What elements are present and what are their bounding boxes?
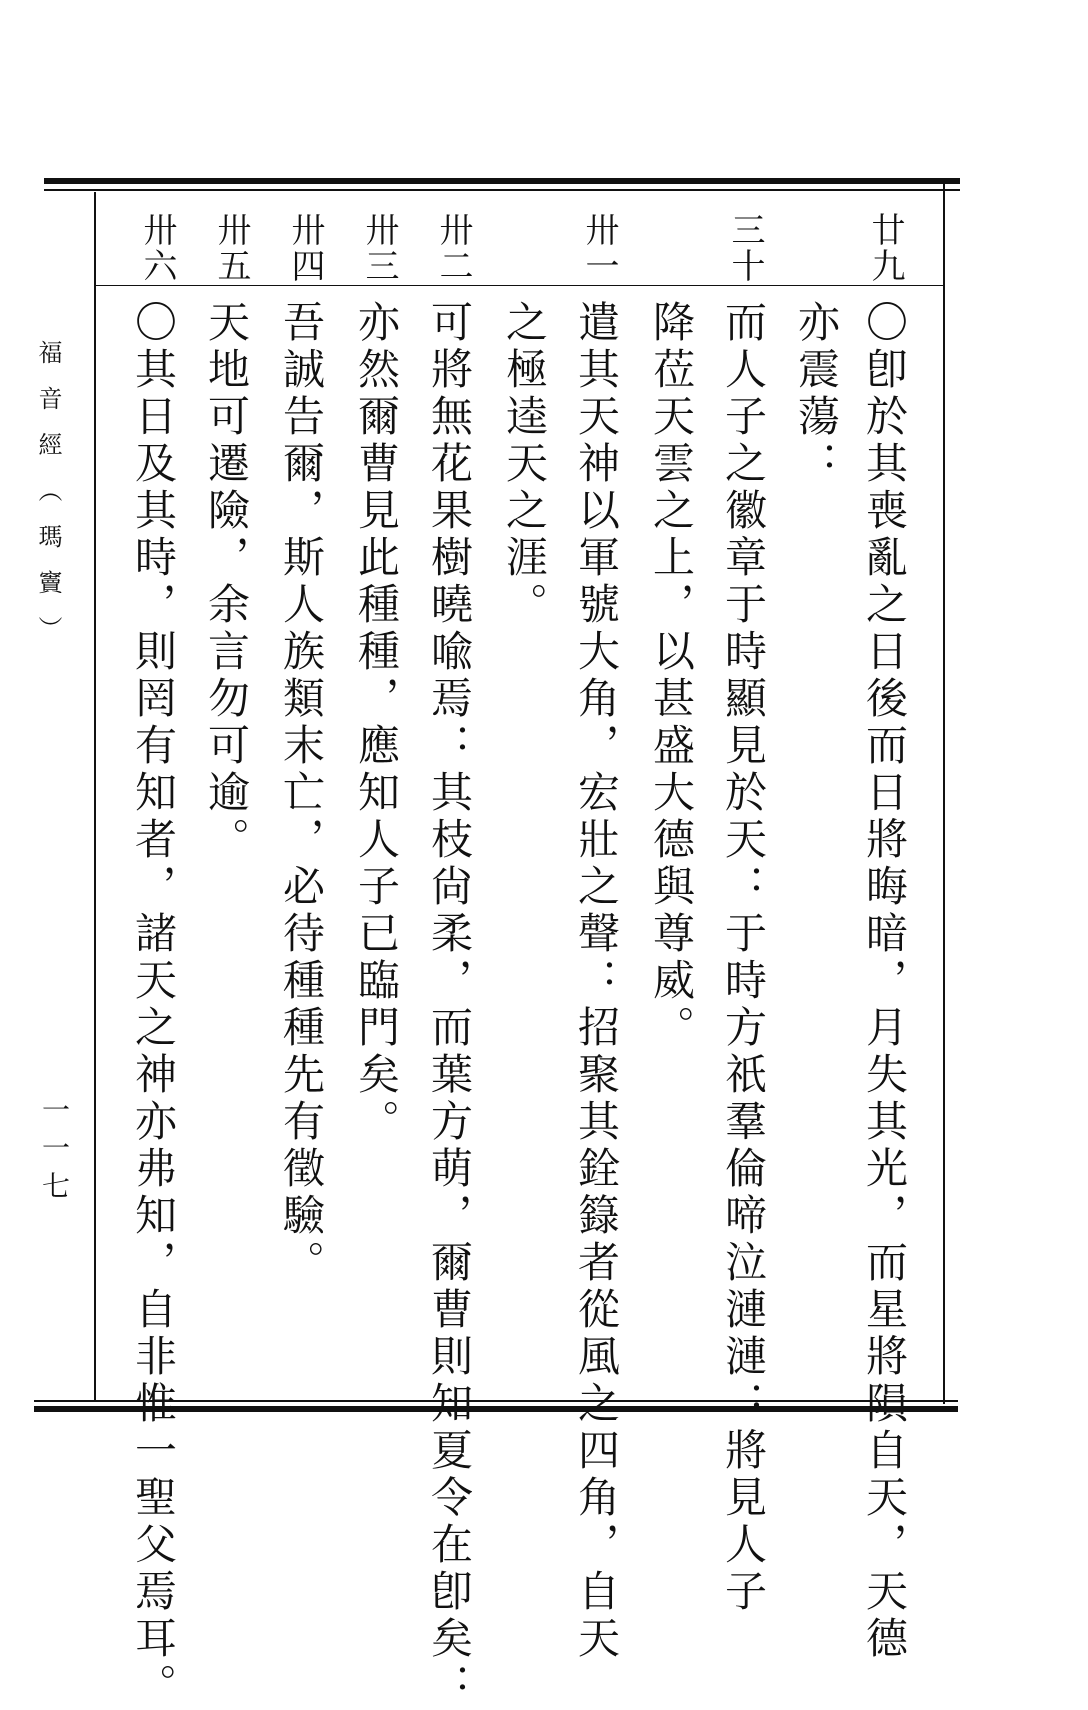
verse-line: 〇卽於其喪亂之日後而日將晦暗，月失其光，而星將隕自天，天德: [860, 300, 909, 1663]
verse-number: 卅六: [137, 212, 177, 284]
verse-number: 卅五: [211, 212, 251, 284]
verse-line: 〇其日及其時，則罔有知者，諸天之神亦弗知，自非惟一聖父焉耳。: [129, 300, 178, 1710]
verse-number: 三十: [725, 212, 765, 284]
running-title: 福音經（瑪竇）: [34, 340, 62, 662]
top-rule-thick: [44, 178, 960, 184]
verse-line: 降莅天雲之上，以甚盛大德與尊威。: [647, 300, 696, 1052]
verse-line: 之極逵天之涯。: [500, 300, 549, 629]
verse-line: 可將無花果樹曉喩焉：其枝尙柔，而葉方萌，爾曹則知夏令在卽矣：: [425, 300, 474, 1710]
verse-line: 遣其天神以軍號大角，宏壯之聲：招聚其銓籙者從風之四角，自天: [572, 300, 621, 1663]
verse-line: 而人子之徽章于時顯見於天：于時方祇羣倫啼泣漣漣：將見人子: [719, 300, 768, 1616]
verse-line: 吾誠告爾，斯人族類末亡，必待種種先有徵驗。: [277, 300, 326, 1287]
verse-number: 廿九: [865, 212, 905, 284]
right-border: [943, 184, 945, 1404]
verse-line: 亦震蕩：: [792, 300, 841, 488]
verse-line: 天地可遷險，余言勿可逾。: [202, 300, 251, 864]
verse-number: 卅一: [579, 212, 619, 284]
verse-number-divider: [96, 285, 943, 286]
verse-number: 卅四: [285, 212, 325, 284]
top-rule-thin: [44, 189, 960, 191]
page-number: 一一七: [38, 1095, 71, 1209]
verse-number: 卅三: [359, 212, 399, 284]
verse-line: 亦然爾曹見此種種，應知人子已臨門矣。: [352, 300, 401, 1146]
inner-left-border: [94, 192, 96, 1400]
verse-number: 卅二: [433, 212, 473, 284]
